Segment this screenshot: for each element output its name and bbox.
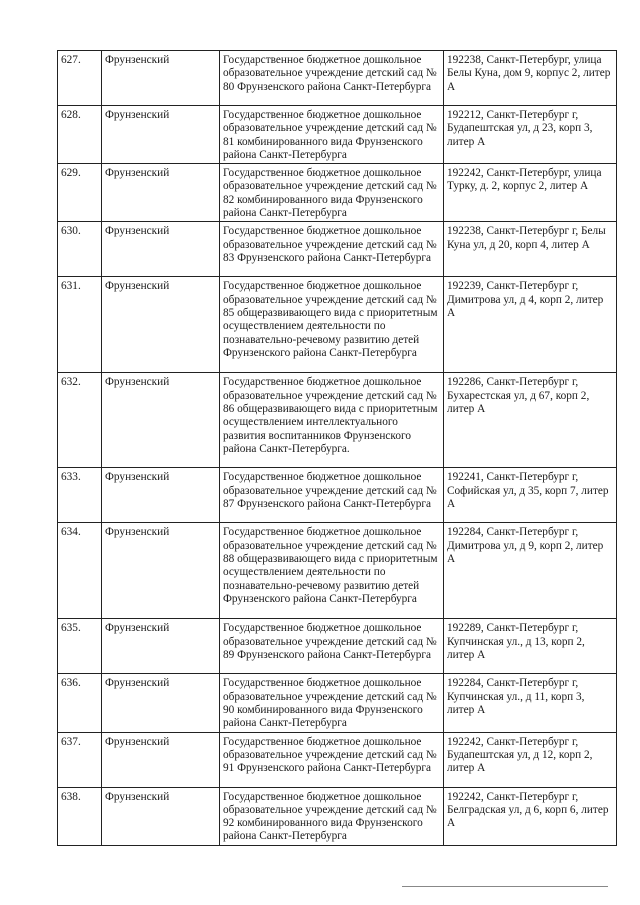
table-row xyxy=(58,277,617,373)
district-cell: Фрунзенский xyxy=(102,674,220,732)
row-number: 627. xyxy=(58,51,102,106)
table-row xyxy=(58,619,617,674)
district-cell: Фрунзенский xyxy=(102,51,220,106)
table-row xyxy=(58,164,617,222)
row-number: 630. xyxy=(58,222,102,277)
row-number: 637. xyxy=(58,732,102,787)
institution-name-cell: Государственное бюджетное дошкольное образовательное учреждение детский сад № 90 комбинированного вида Фрунзенского района Санкт-Петербурга xyxy=(220,674,444,732)
institution-name-cell: Государственное бюджетное дошкольное образовательное учреждение детский сад № 83 Фрунзенского района Санкт-Петербурга xyxy=(220,222,444,277)
address-cell: 192284, Санкт-Петербург г, Купчинская ул., д 11, корп 3, литер А xyxy=(444,674,617,732)
table-row xyxy=(58,106,617,164)
address-cell: 192289, Санкт-Петербург г, Купчинская ул., д 13, корп 2, литер А xyxy=(444,619,617,674)
address-cell: 192242, Санкт-Петербург г, Белградская ул, д 6, корп 6, литер А xyxy=(444,787,617,845)
address-cell: 192284, Санкт-Петербург г, Димитрова ул, д 9, корп 2, литер А xyxy=(444,523,617,619)
address-cell: 192242, Санкт-Петербург, улица Турку, д. 2, корпус 2, литер А xyxy=(444,164,617,222)
district-cell: Фрунзенский xyxy=(102,523,220,619)
table-row xyxy=(58,373,617,468)
institution-name-cell: Государственное бюджетное дошкольное образовательное учреждение детский сад № 91 Фрунзенского района Санкт-Петербурга xyxy=(220,732,444,787)
district-cell: Фрунзенский xyxy=(102,277,220,373)
district-cell: Фрунзенский xyxy=(102,373,220,468)
table-row xyxy=(58,222,617,277)
district-cell: Фрунзенский xyxy=(102,164,220,222)
institution-name-cell: Государственное бюджетное дошкольное образовательное учреждение детский сад № 92 комбинированного вида Фрунзенского района Санкт-Петербурга xyxy=(220,787,444,845)
institution-name-cell: Государственное бюджетное дошкольное образовательное учреждение детский сад № 82 комбинированного вида Фрунзенского района Санкт-Петербурга xyxy=(220,164,444,222)
row-number: 632. xyxy=(58,373,102,468)
institution-name-cell: Государственное бюджетное дошкольное образовательное учреждение детский сад № 80 Фрунзенского района Санкт-Петербурга xyxy=(220,51,444,106)
address-cell: 192286, Санкт-Петербург г, Бухарестская ул, д 67, корп 2, литер А xyxy=(444,373,617,468)
institution-name-cell: Государственное бюджетное дошкольное образовательное учреждение детский сад № 89 Фрунзенского района Санкт-Петербурга xyxy=(220,619,444,674)
row-number: 638. xyxy=(58,787,102,845)
row-number: 635. xyxy=(58,619,102,674)
institution-name-cell: Государственное бюджетное дошкольное образовательное учреждение детский сад № 87 Фрунзенского района Санкт-Петербурга xyxy=(220,468,444,523)
row-number: 636. xyxy=(58,674,102,732)
institution-name-cell: Государственное бюджетное дошкольное образовательное учреждение детский сад № 88 общеразвивающего вида с приоритетным осуществлением деятельности по познавательно-речевому развитию детей Фрунзенского района Санкт-Петербурга xyxy=(220,523,444,619)
district-cell: Фрунзенский xyxy=(102,732,220,787)
address-cell: 192239, Санкт-Петербург г, Димитрова ул, д 4, корп 2, литер А xyxy=(444,277,617,373)
table-body xyxy=(58,51,617,846)
table-row xyxy=(58,787,617,845)
institutions-table xyxy=(57,50,617,846)
row-number: 629. xyxy=(58,164,102,222)
institution-name-cell: Государственное бюджетное дошкольное образовательное учреждение детский сад № 86 общеразвивающего вида с приоритетным осуществлением интеллектуального развития воспитанников Фрунзенского района Санкт-Петербурга. xyxy=(220,373,444,468)
table-row xyxy=(58,468,617,523)
institution-name-cell: Государственное бюджетное дошкольное образовательное учреждение детский сад № 85 общеразвивающего вида с приоритетным осуществлением деятельности по познавательно-речевому развитию детей Фрунзенского района Санкт-Петербурга xyxy=(220,277,444,373)
footer-divider xyxy=(402,886,608,887)
address-cell: 192238, Санкт-Петербург, улица Белы Куна, дом 9, корпус 2, литер А xyxy=(444,51,617,106)
row-number: 634. xyxy=(58,523,102,619)
address-cell: 192242, Санкт-Петербург г, Будапештская ул, д 12, корп 2, литер А xyxy=(444,732,617,787)
table-row xyxy=(58,674,617,732)
address-cell: 192241, Санкт-Петербург г, Софийская ул, д 35, корп 7, литер А xyxy=(444,468,617,523)
row-number: 633. xyxy=(58,468,102,523)
district-cell: Фрунзенский xyxy=(102,787,220,845)
table-row xyxy=(58,732,617,787)
institution-name-cell: Государственное бюджетное дошкольное образовательное учреждение детский сад № 81 комбинированного вида Фрунзенского района Санкт-Петербурга xyxy=(220,106,444,164)
row-number: 628. xyxy=(58,106,102,164)
address-cell: 192212, Санкт-Петербург г, Будапештская ул, д 23, корп 3, литер А xyxy=(444,106,617,164)
address-cell: 192238, Санкт-Петербург г, Белы Куна ул, д 20, корп 4, литер А xyxy=(444,222,617,277)
district-cell: Фрунзенский xyxy=(102,619,220,674)
table-row xyxy=(58,523,617,619)
table-row xyxy=(58,51,617,106)
district-cell: Фрунзенский xyxy=(102,222,220,277)
district-cell: Фрунзенский xyxy=(102,468,220,523)
row-number: 631. xyxy=(58,277,102,373)
district-cell: Фрунзенский xyxy=(102,106,220,164)
